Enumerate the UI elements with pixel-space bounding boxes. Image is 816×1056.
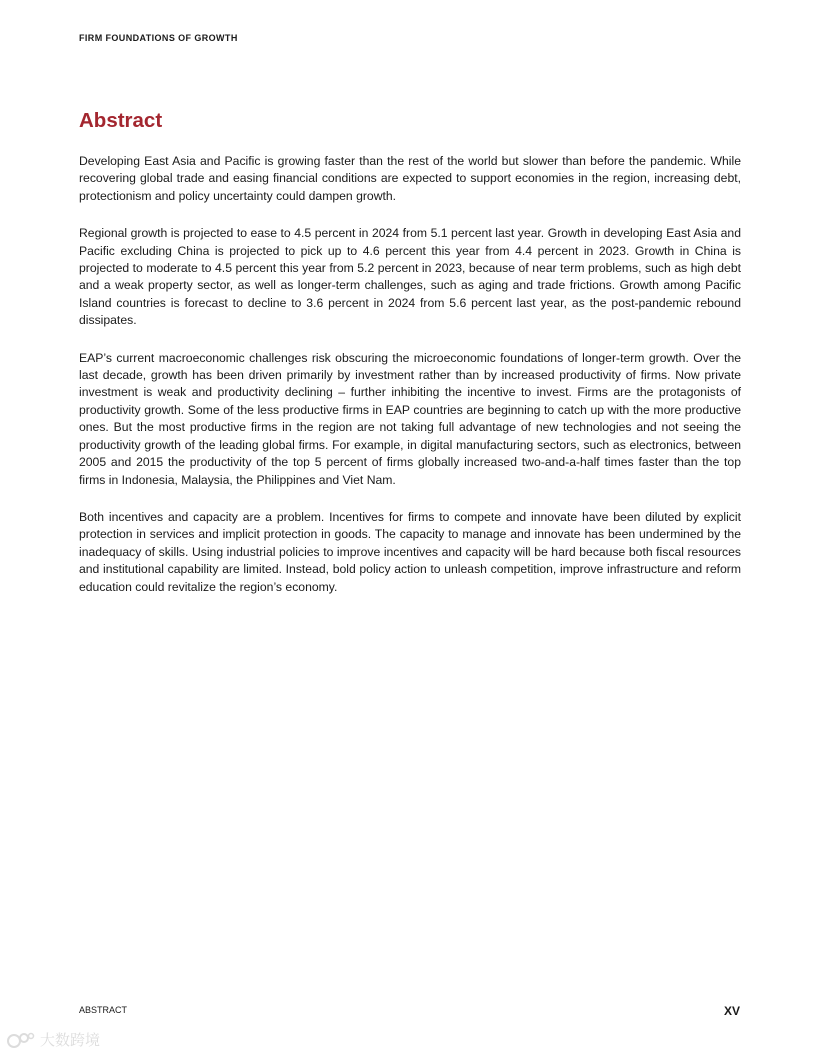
- footer-section-label: ABSTRACT: [79, 1005, 128, 1015]
- abstract-body: [79, 153, 741, 616]
- watermark-text: 大数跨境: [40, 1031, 101, 1049]
- page-number: XV: [723, 1004, 740, 1018]
- watermark-logo-icon: [6, 1031, 36, 1049]
- paragraph: Regional growth is projected to ease to 4.5 percent in 2024 from 5.1 percent last year. Growth in developing East Asia and Pacific excluding China is projected to pick up to 4.6 percent this year from 4.4 percent in 2023. Growth in China is projected to moderate to 4.5 percent this year from 5.2 percent in 2023, because of near term problems, such as high debt and a weak property sector, as well as longer-term challenges, such as aging and trade frictions. Growth among Pacific Island countries is forecast to decline to 3.6 percent in 2024 from 5.6 percent last year, as the post-pandemic rebound dissipates.: [79, 226, 741, 328]
- paragraph: Both incentives and capacity are a problem. Incentives for firms to compete and innovate have been diluted by explicit protection in services and implicit protection in goods. The capacity to manage and innovate has been undermined by the inadequacy of skills. Using industrial policies to improve incentives and capacity will be hard because both fiscal resources and institutional capability are limited. Instead, bold policy action to unleash competition, improve infrastructure and reform education could revitalize the region’s economy.: [79, 509, 741, 594]
- paragraph: Developing East Asia and Pacific is growing faster than the rest of the world but slower than before the pandemic. While recovering global trade and easing financial conditions are expected to support economies in the region, increasing debt, protectionism and policy uncertainty could dampen growth.: [79, 154, 741, 203]
- watermark: [6, 1029, 100, 1050]
- section-title: Abstract: [79, 109, 163, 132]
- running-header: FIRM FOUNDATIONS OF GROWTH: [79, 33, 238, 43]
- paragraph: EAP’s current macroeconomic challenges risk obscuring the microeconomic foundations of longer-term growth. Over the last decade, growth has been driven primarily by investment rather than by increased productivity of firms. Now private investment is weak and productivity declining – further inhibiting the incentive to invest. Firms are the protagonists of productivity growth. Some of the less productive firms in EAP countries are beginning to catch up with the more productive ones. But the most productive firms in the region are not taking full advantage of new technologies and not seeing the productivity growth of the leading global firms. For example, in digital manufacturing sectors, such as electronics, between 2005 and 2015 the productivity of the top 5 percent of firms globally increased two-and-a-half times faster than the top firms in Indonesia, Malaysia, the Philippines and Viet Nam.: [79, 350, 741, 487]
